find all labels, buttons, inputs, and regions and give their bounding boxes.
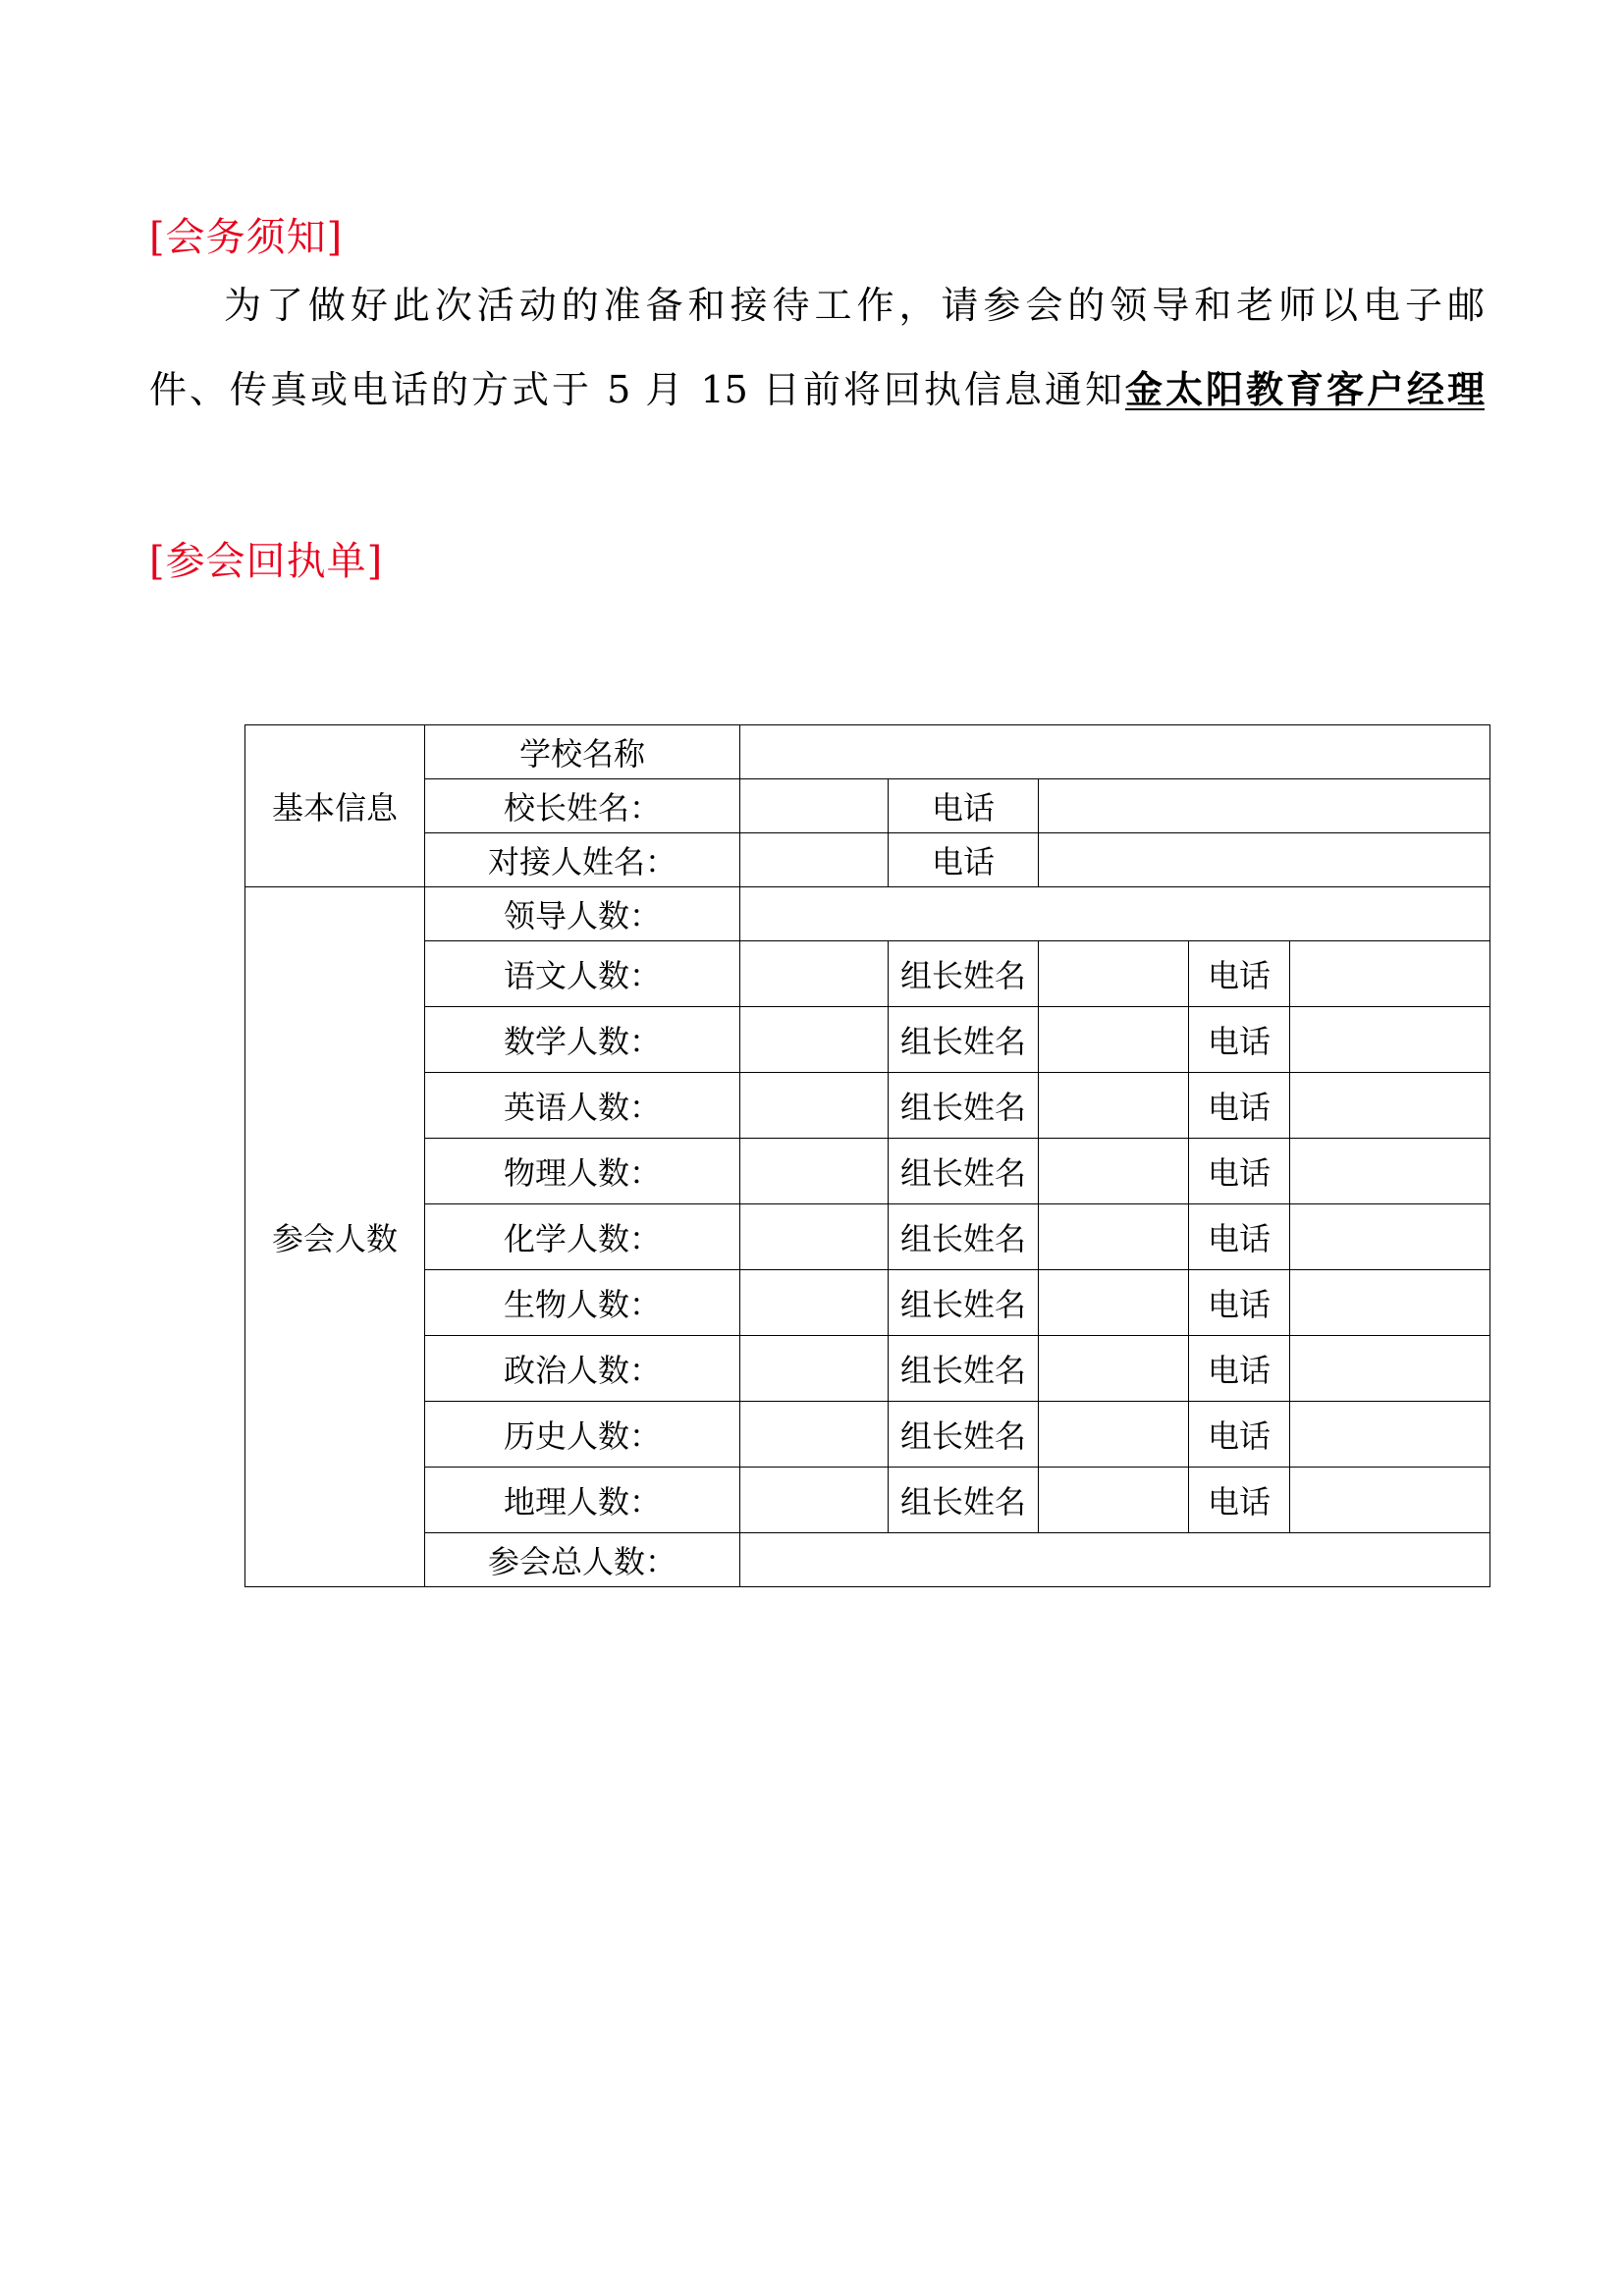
leader-phone-label: 电话 [1189,1468,1290,1533]
subject-count-field[interactable] [740,1402,889,1468]
leader-phone-label: 电话 [1189,1270,1290,1336]
leader-phone-field[interactable] [1290,1336,1490,1402]
notice-line-2 [149,347,1485,432]
leader-phone-field[interactable] [1290,1402,1490,1468]
subject-count-field[interactable] [740,1204,889,1270]
contact-person-phone-field[interactable] [1039,833,1490,887]
notice-heading: [会务须知] [149,215,344,260]
subject-count-field[interactable] [740,1468,889,1533]
leader-name-field[interactable] [1039,1402,1189,1468]
leader-phone-label: 电话 [1189,1336,1290,1402]
principal-phone-label: 电话 [889,779,1039,833]
subject-label: 生物人数： [425,1270,740,1336]
leader-name-label: 组长姓名 [889,1270,1039,1336]
row-subject [245,1336,1490,1402]
leader-name-field[interactable] [1039,1007,1189,1073]
subject-label: 数学人数： [425,1007,740,1073]
leader-name-field[interactable] [1039,1270,1189,1336]
subject-count-field[interactable] [740,1270,889,1336]
leader-name-field[interactable] [1039,1073,1189,1139]
principal-name-field[interactable] [740,779,889,833]
leader-phone-label: 电话 [1189,1204,1290,1270]
leader-name-label: 组长姓名 [889,1204,1039,1270]
receipt-heading: [参会回执单] [149,539,384,584]
basic-info-label: 基本信息 [245,725,425,887]
subject-count-field[interactable] [740,1073,889,1139]
notice-line-1: 为了做好此次活动的准备和接待工作，请参会的领导和老师以电子邮 [224,284,1485,327]
row-subject [245,1073,1490,1139]
leader-phone-field[interactable] [1290,941,1490,1007]
total-label: 参会总人数： [425,1533,740,1587]
leader-name-field[interactable] [1039,1204,1189,1270]
row-total [245,1533,1490,1587]
leader-phone-label: 电话 [1189,1007,1290,1073]
total-count-field[interactable] [740,1533,1490,1587]
leader-phone-label: 电话 [1189,1073,1290,1139]
school-name-field[interactable] [740,725,1490,779]
leader-name-label: 组长姓名 [889,1139,1039,1204]
leader-phone-field[interactable] [1290,1204,1490,1270]
subject-count-field[interactable] [740,1007,889,1073]
subject-label: 化学人数： [425,1204,740,1270]
leader-phone-field[interactable] [1290,1007,1490,1073]
principal-label: 校长姓名： [425,779,740,833]
leader-name-field[interactable] [1039,941,1189,1007]
contact-person-label: 对接人姓名： [425,833,740,887]
leader-phone-field[interactable] [1290,1270,1490,1336]
subject-label: 英语人数： [425,1073,740,1139]
row-subject [245,1007,1490,1073]
notice-paragraph [149,263,1485,432]
leader-name-label: 组长姓名 [889,1007,1039,1073]
leader-phone-field[interactable] [1290,1468,1490,1533]
registration-form-table [244,724,1490,1587]
leader-phone-field[interactable] [1290,1073,1490,1139]
notice-line-2-text: 件、传真或电话的方式于 5 月 15 日前将回执信息通知 [149,368,1125,411]
leader-name-field[interactable] [1039,1336,1189,1402]
contact-person-highlight: 金太阳教育客户经理 [1124,368,1485,411]
contact-person-phone-label: 电话 [889,833,1039,887]
leader-name-label: 组长姓名 [889,941,1039,1007]
leader-phone-label: 电话 [1189,1402,1290,1468]
leader-name-field[interactable] [1039,1139,1189,1204]
leader-name-field[interactable] [1039,1468,1189,1533]
leader-name-label: 组长姓名 [889,1402,1039,1468]
subject-label: 地理人数： [425,1468,740,1533]
row-subject [245,1204,1490,1270]
leader-name-label: 组长姓名 [889,1336,1039,1402]
row-leaders [245,887,1490,941]
leader-phone-label: 电话 [1189,1139,1290,1204]
subject-label: 历史人数： [425,1402,740,1468]
row-subject [245,1270,1490,1336]
leaders-label: 领导人数： [425,887,740,941]
subject-label: 政治人数： [425,1336,740,1402]
leader-name-label: 组长姓名 [889,1073,1039,1139]
row-school-name [245,725,1490,779]
attendance-label: 参会人数 [245,887,425,1587]
subject-count-field[interactable] [740,1139,889,1204]
leader-name-label: 组长姓名 [889,1468,1039,1533]
school-name-label: 学校名称 [425,725,740,779]
row-subject [245,1468,1490,1533]
leader-phone-field[interactable] [1290,1139,1490,1204]
subject-count-field[interactable] [740,1336,889,1402]
contact-person-name-field[interactable] [740,833,889,887]
principal-phone-field[interactable] [1039,779,1490,833]
row-contact-person [245,833,1490,887]
leaders-count-field[interactable] [740,887,1490,941]
leader-phone-label: 电话 [1189,941,1290,1007]
subject-label: 语文人数： [425,941,740,1007]
subject-label: 物理人数： [425,1139,740,1204]
row-principal [245,779,1490,833]
subject-count-field[interactable] [740,941,889,1007]
row-subject [245,941,1490,1007]
row-subject [245,1139,1490,1204]
row-subject [245,1402,1490,1468]
